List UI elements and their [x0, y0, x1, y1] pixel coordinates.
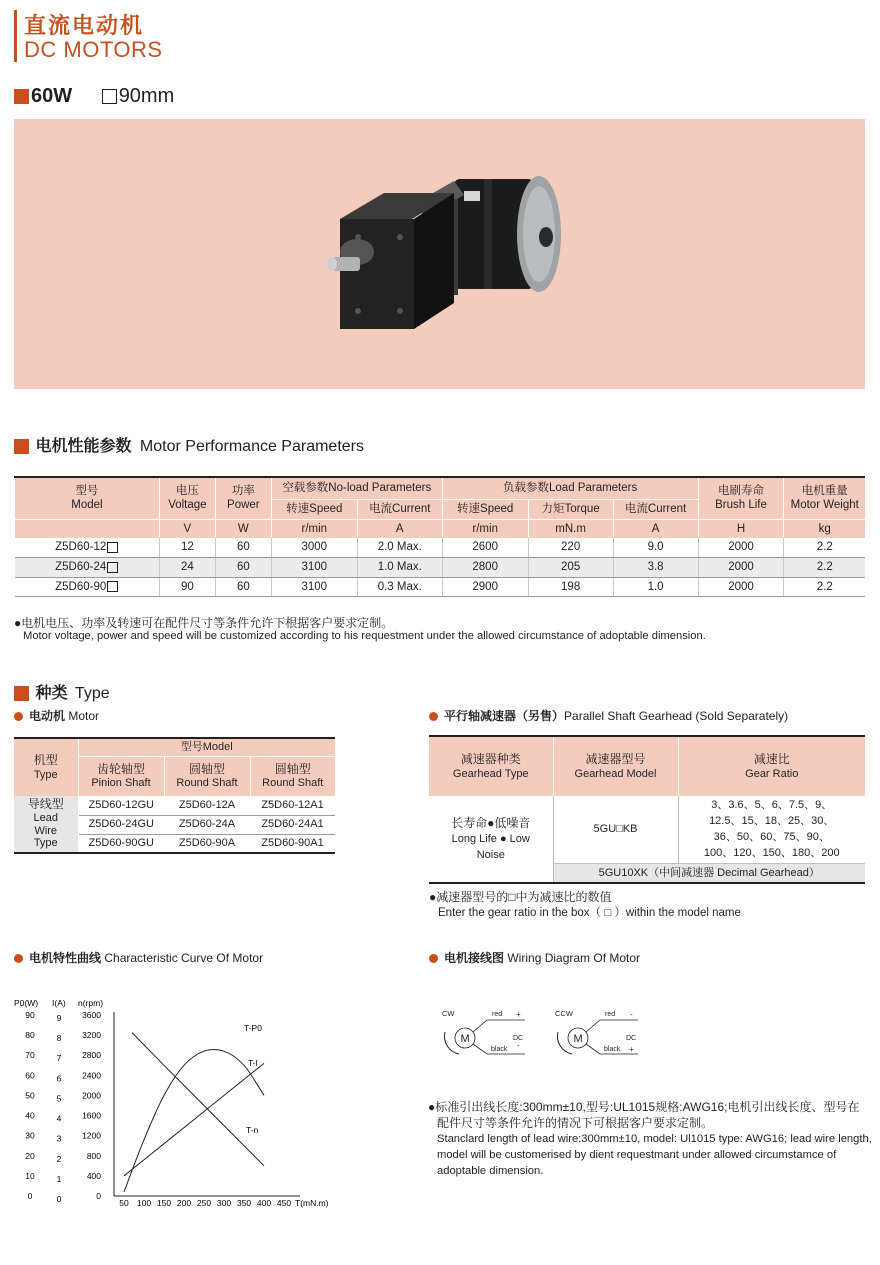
series-line-t-i	[124, 1063, 264, 1176]
cell-load-speed: 2600	[442, 538, 528, 558]
dot-bullet-icon	[14, 712, 23, 721]
tick-label-t: 450	[276, 1198, 292, 1208]
wiring-subheading: 电机接线图 Wiring Diagram Of Motor	[429, 949, 640, 966]
cell-noload-current: 0.3 Max.	[357, 577, 442, 597]
gearhead-table	[429, 735, 865, 884]
col-jixing: 机型 Type	[14, 738, 78, 796]
cell-load-speed: 2900	[442, 577, 528, 597]
series-label-i: T-I	[248, 1058, 258, 1068]
ccw-diagram	[555, 1009, 638, 1054]
tick-label-n: 3200	[82, 1030, 101, 1041]
cell-noload-current: 2.0 Max.	[357, 538, 442, 558]
tick-label-p0: 70	[25, 1050, 35, 1061]
tick-label-i: 7	[56, 1053, 62, 1064]
tick-label-n: 2800	[82, 1050, 101, 1061]
tick-label-t: 100	[136, 1198, 152, 1208]
wiring-diagram	[435, 1002, 665, 1067]
axis-label-i: I(A)	[52, 998, 66, 1008]
characteristic-curve-chart	[10, 990, 340, 1220]
perf-heading-en: Motor Performance Parameters	[139, 438, 364, 455]
cell-noload-current: 1.0 Max.	[357, 558, 442, 578]
performance-table	[14, 476, 865, 597]
gearhead-subheading: 平行轴减速器（另售）Parallel Shaft Gearhead (Sold Separately)	[429, 707, 788, 724]
cell-load-current: 1.0	[613, 577, 698, 597]
cell-model: Z5D60-24A	[164, 815, 250, 834]
curve-subheading: 电机特性曲线 Characteristic Curve Of Motor	[14, 949, 263, 966]
col-brush-header: 电刷寿命 Brush Life	[698, 477, 784, 519]
svg-text:+: +	[629, 1045, 634, 1054]
ccw-arrow-icon	[557, 1032, 572, 1054]
col-model-header: 型号 Model	[15, 477, 160, 519]
tick-label-n: 2000	[82, 1090, 101, 1101]
tick-label-t: 200	[176, 1198, 192, 1208]
motor-type-table	[14, 737, 335, 854]
series-label-p0: T-P0	[244, 1023, 262, 1033]
tick-label-n: 1200	[82, 1130, 101, 1141]
perf-note-cn: ●电机电压、功率及转速可在配件尺寸等条件允许下根据客户要求定制。	[14, 616, 394, 630]
cell-voltage: 90	[159, 577, 215, 597]
dot-bullet-icon	[14, 954, 23, 963]
cell-weight: 2.2	[784, 558, 865, 578]
cell-model: Z5D60-90A1	[261, 836, 324, 849]
gearhead-note-cn: ●减速器型号的□中为减速比的数值	[429, 890, 612, 904]
svg-text:+: +	[516, 1010, 521, 1019]
tick-label-i: 9	[56, 1013, 62, 1023]
type-heading-cn: 种类	[35, 685, 68, 702]
cell-model: Z5D60-90GU	[88, 836, 154, 849]
cell-model: Z5D60-12	[15, 538, 160, 558]
unit-power: W	[215, 519, 271, 538]
series-label-n: T-n	[246, 1125, 259, 1135]
motor-image	[14, 119, 865, 389]
spec-power: 60W	[31, 85, 73, 107]
page-title-en: DC MOTORS	[24, 37, 163, 62]
page-title-cn: 直流电动机	[24, 13, 145, 38]
product-banner	[14, 119, 865, 389]
dot-bullet-icon	[429, 712, 438, 721]
col-load-header: 负载参数Load Parameters	[442, 477, 698, 499]
tick-label-p0: 50	[25, 1090, 35, 1101]
svg-text:-: -	[517, 1041, 520, 1050]
svg-text:red: red	[492, 1011, 503, 1018]
tick-label-p0: 30	[25, 1130, 35, 1141]
type-heading	[14, 680, 110, 703]
unit-noload-speed: r/min	[271, 519, 357, 538]
tick-label-i: 4	[56, 1113, 62, 1124]
cell-load-torque: 220	[528, 538, 613, 558]
svg-text:red: red	[605, 1011, 616, 1018]
col-noload-speed: 转速Speed	[271, 499, 357, 519]
cell-model: Z5D60-90A	[178, 836, 236, 849]
series-line-t-p0	[124, 1049, 264, 1192]
cell-noload-speed: 3100	[271, 577, 357, 597]
perf-heading-cn: 电机性能参数	[35, 438, 132, 455]
header-bar	[14, 10, 17, 62]
col-noload-current: 电流Current	[357, 499, 442, 519]
tick-label-i: 2	[56, 1153, 62, 1164]
cell-weight: 2.2	[784, 577, 865, 597]
col-gear-ratio: 减速比 Gear Ratio	[745, 751, 799, 781]
tick-label-i: 8	[56, 1033, 62, 1044]
square-bullet-icon	[14, 439, 29, 454]
tick-label-n: 2400	[82, 1070, 101, 1081]
cell-noload-speed: 3100	[271, 558, 357, 578]
col-noload-header: 空载参数No-load Parameters	[271, 477, 442, 499]
svg-text:M: M	[460, 1033, 470, 1045]
cell-voltage: 24	[159, 558, 215, 578]
spec-line	[14, 85, 174, 108]
tick-label-p0: 20	[25, 1150, 35, 1161]
cell-gearhead-model: 5GU□KB	[553, 796, 678, 863]
cell-noload-speed: 3000	[271, 538, 357, 558]
perf-heading	[14, 433, 364, 456]
tick-label-i: 3	[56, 1133, 62, 1144]
cw-arrow-icon	[444, 1032, 459, 1054]
tick-label-t: 250	[196, 1198, 212, 1208]
motor-subheading: 电动机 Motor	[14, 707, 99, 724]
spec-frame: 90mm	[118, 85, 175, 107]
cell-model: Z5D60-24	[15, 558, 160, 578]
cell-model: Z5D60-24GU	[78, 815, 164, 834]
unit-load-current: A	[613, 519, 698, 538]
cell-model: Z5D60-90	[15, 577, 160, 597]
dot-bullet-icon	[429, 954, 438, 963]
cell-gearhead-type: 长寿命●低噪音 Long Life ● Low Noise	[429, 796, 553, 883]
tick-label-i: 1	[56, 1173, 62, 1184]
cell-model: Z5D60-12A	[164, 796, 250, 815]
col-round-shaft-a1: 圆轴型 Round Shaft	[262, 761, 324, 790]
cell-brush-life: 2000	[698, 577, 784, 597]
tick-label-t: 400	[256, 1198, 272, 1208]
unit-noload-current: A	[357, 519, 442, 538]
cell-weight: 2.2	[784, 538, 865, 558]
cell-model: Z5D60-12GU	[78, 796, 164, 815]
svg-text:DC: DC	[513, 1035, 524, 1042]
col-voltage-header: 电压 Voltage	[159, 477, 215, 519]
cw-label: CW	[442, 1009, 455, 1018]
cell-lead-type: 导线型 Lead Wire Type	[14, 796, 78, 853]
axis-label-n: n(rpm)	[78, 998, 104, 1008]
cell-power: 60	[215, 538, 271, 558]
col-load-speed: 转速Speed	[442, 499, 528, 519]
axis-label-p0: P0(W)	[14, 998, 39, 1008]
svg-text:M: M	[573, 1033, 583, 1045]
square-bullet-icon	[14, 89, 29, 104]
cell-load-speed: 2800	[442, 558, 528, 578]
unit-weight: kg	[784, 519, 865, 538]
col-pinion-shaft: 齿轮轴型 Pinion Shaft	[78, 756, 164, 796]
tick-label-p0: 0	[27, 1191, 33, 1201]
tick-label-p0: 40	[25, 1110, 35, 1121]
square-bullet-icon	[14, 686, 29, 701]
table-row	[15, 577, 866, 597]
unit-model	[15, 519, 160, 538]
col-round-shaft: 圆轴型 Round Shaft	[164, 756, 250, 796]
col-gearhead-type: 减速器种类 Gearhead Type	[429, 736, 553, 796]
col-power-header: 功率 Power	[215, 477, 271, 519]
col-weight-header: 电机重量 Motor Weight	[784, 477, 865, 519]
tick-label-n: 1600	[82, 1110, 101, 1121]
tick-label-t: 350	[236, 1198, 252, 1208]
square-outline-icon	[102, 89, 117, 104]
unit-voltage: V	[159, 519, 215, 538]
col-load-torque: 力矩Torque	[528, 499, 613, 519]
tick-label-p0: 60	[25, 1070, 35, 1081]
tick-label-p0: 90	[25, 1010, 35, 1020]
cell-model: Z5D60-12A1	[250, 796, 335, 815]
tick-label-n: 3600	[82, 1010, 101, 1020]
wiring-note: ●标准引出线长度:300mm±10,型号:UL1015规格:AWG16;电机引出线长度、型号在 配件尺寸等条件允许的情况下可根据客户要求定制。 Stanclard length of lead wire:300mm±10, model: Ul1015 type: AWG16; lead wire length, model will be customerised by dient requestmant under allowed circumstamce of adoptable dimension.	[428, 1100, 872, 1177]
cell-power: 60	[215, 577, 271, 597]
cell-brush-life: 2000	[698, 558, 784, 578]
unit-load-torque: mN.m	[528, 519, 613, 538]
table-row	[15, 558, 866, 578]
cell-load-torque: 205	[528, 558, 613, 578]
perf-note-en: Motor voltage, power and speed will be customized according to his requestment under the allowed circumstance of adoptable dimension.	[23, 630, 706, 642]
cell-voltage: 12	[159, 538, 215, 558]
tick-label-i: 5	[56, 1093, 62, 1104]
unit-load-speed: r/min	[442, 519, 528, 538]
tick-label-i: 0	[56, 1194, 62, 1204]
cell-load-current: 3.8	[613, 558, 698, 578]
type-heading-en: Type	[74, 685, 110, 702]
cell-load-torque: 198	[528, 577, 613, 597]
svg-text:black: black	[491, 1046, 508, 1053]
svg-text:black: black	[604, 1046, 621, 1053]
cell-brush-life: 2000	[698, 538, 784, 558]
unit-brush: H	[698, 519, 784, 538]
tick-label-t: 150	[156, 1198, 172, 1208]
tick-label-t: 50	[119, 1198, 129, 1208]
tick-label-n: 0	[96, 1191, 101, 1201]
series-line-t-n	[132, 1033, 264, 1166]
cell-power: 60	[215, 558, 271, 578]
tick-label-i: 6	[56, 1073, 62, 1084]
gearhead-note-en: Enter the gear ratio in the box（ □ ）within the model name	[438, 907, 741, 919]
col-gearhead-model: 减速器型号 Gearhead Model	[553, 736, 678, 796]
ccw-label: CCW	[555, 1009, 573, 1018]
cell-gear-ratios: 3、3.6、5、6、7.5、9、 12.5、15、18、25、30、 36、50、60、75、90、 100、120、150、180、200	[678, 796, 865, 863]
cell-model: Z5D60-24A1	[250, 815, 335, 834]
col-load-current: 电流Current	[613, 499, 698, 519]
axis-label-t: T(mN.m)	[295, 1198, 329, 1208]
tick-label-n: 400	[86, 1170, 101, 1181]
tick-label-n: 800	[86, 1150, 101, 1161]
table-row	[15, 538, 866, 558]
cell-load-current: 9.0	[613, 538, 698, 558]
tick-label-p0: 80	[25, 1030, 35, 1041]
cell-decimal-gearhead: 5GU10XK（中间减速器 Decimal Gearhead）	[553, 863, 865, 883]
tick-label-p0: 10	[25, 1170, 35, 1181]
cw-diagram	[442, 1009, 525, 1054]
tick-label-t: 300	[216, 1198, 232, 1208]
svg-text:DC: DC	[626, 1035, 637, 1042]
table-row	[14, 796, 335, 815]
table-row	[429, 796, 865, 863]
svg-text:-: -	[630, 1010, 633, 1019]
col-xinghao: 型号Model	[78, 738, 335, 756]
